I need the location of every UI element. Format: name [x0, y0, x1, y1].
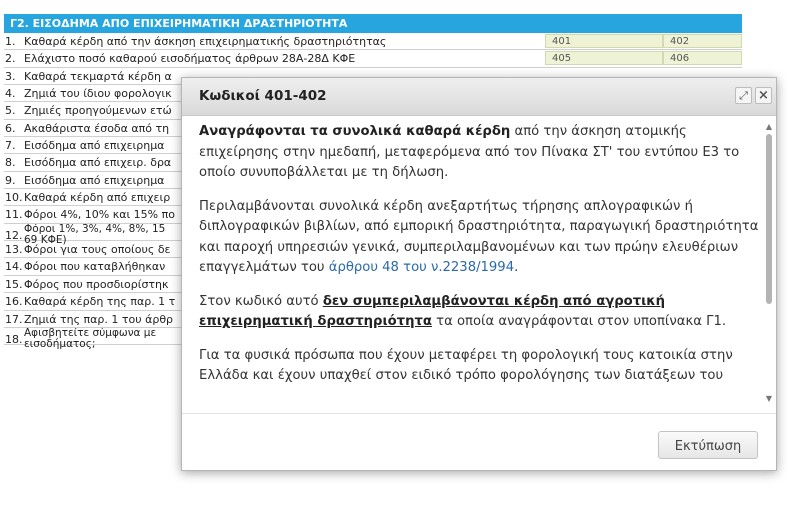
p1-text: από την άσκηση ατομικής επιχείρησης στην ημεδαπή, μεταφερόμενα από τον Πίνακα ΣΤ' του εντύπου Ε3 το οποίο συνυποβάλλεται με τη δήλωση.	[199, 124, 740, 180]
form-section-title: Γ2. ΕΙΣΟΔΗΜΑ ΑΠΟ ΕΠΙΧΕΙΡΗΜΑΤΙΚΗ ΔΡΑΣΤΗΡΙΟΤΗΤΑ	[4, 14, 742, 33]
row-number: 7.	[5, 139, 16, 153]
row-label: Φόροι για τους οποίους δε	[24, 243, 171, 257]
row-label: Καθαρά κέρδη της παρ. 1 τ	[24, 295, 176, 309]
code-field[interactable]: 401	[545, 34, 663, 48]
dialog-header	[182, 78, 776, 116]
law-article-link[interactable]: άρθρου 48 του ν.2238/1994	[328, 260, 515, 275]
row-label-line-2: 69 ΚΦΕ)	[24, 233, 67, 246]
row-number: 15.	[5, 277, 23, 291]
row-label: Ακαθάριστα έσοδα από τη	[24, 121, 170, 135]
row-label: Φόροι που καταβλήθηκαν	[24, 260, 166, 274]
code-field[interactable]: 402	[663, 34, 742, 48]
paragraph-2	[199, 197, 759, 279]
p2-text: Περιλαμβάνονται συνολικά κέρδη ανεξαρτήτως τήρησης απλογραφικών ή διπλογραφικών βιβλίων, από εμπορική δραστηριότητα, παραγωγική δραστηριότητα και παροχή υπηρεσιών γενικά, συμπεριλαμβανομένων και των πρώην ελευθέριων επαγγελμάτων του	[199, 198, 759, 275]
row-number: 1.	[5, 35, 16, 48]
paragraph-1	[199, 122, 759, 184]
p3-underlined-text: δεν συμπεριλαμβάνονται κέρδη από αγροτική επιχειρηματική δραστηριότητα	[199, 293, 666, 329]
close-icon[interactable]: ×	[755, 87, 772, 104]
row-label-line-2: εισοδήματος;	[24, 337, 96, 350]
row-number: 2.	[5, 52, 16, 66]
p3-end: τα οποία αναγράφονται στον υποπίνακα Γ1.	[431, 314, 727, 329]
row-number: 13.	[5, 243, 23, 257]
row-number: 14.	[5, 260, 23, 274]
expand-icon[interactable]: ⤢	[735, 87, 752, 104]
row-number: 5.	[5, 104, 16, 118]
row-label: Καθαρά κέρδη από την άσκηση επιχειρηματικής δραστηριότητας	[24, 35, 387, 48]
dialog-footer	[182, 413, 776, 470]
row-label: Εισόδημα από επιχειρ. δρα	[24, 156, 172, 170]
row-label: Εισόδημα από επιχειρημα	[24, 139, 165, 153]
dialog-scrollbar[interactable]	[764, 122, 774, 404]
row-label: Ζημιά της παρ. 1 του άρθρ	[24, 312, 174, 326]
row-label-line-1: Αφισβητείτε σύμφωνα με	[24, 327, 157, 339]
print-button[interactable]: Εκτύπωση	[658, 431, 758, 459]
row-label: Φόρος που προσδιορίστηκ	[24, 277, 169, 291]
row-label: Καθαρά κέρδη από επιχειρ	[24, 191, 171, 205]
row-label: Ζημιά του ίδιου φορολογικ	[24, 87, 172, 101]
row-label: Ελάχιστο ποσό καθαρού εισοδήματος άρθρων 28Α-28Δ ΚΦΕ	[24, 52, 356, 66]
dialog-content	[199, 122, 759, 400]
row-label: Ζημιές προηγούμενων ετώ	[24, 104, 172, 118]
row-number: 12.	[5, 228, 23, 242]
dialog-title: Κωδικοί 401-402	[199, 88, 327, 104]
row-number: 10.	[5, 191, 23, 205]
row-number: 11.	[5, 208, 23, 222]
row-label: Εισόδημα από επιχειρημα	[24, 173, 165, 187]
codes-help-dialog	[181, 77, 777, 471]
row-number: 17.	[5, 312, 23, 326]
p2-end: .	[514, 260, 519, 275]
scroll-down-icon[interactable]: ▼	[765, 394, 773, 403]
p4-text: Για τα φυσικά πρόσωπα που έχουν μεταφέρει τη φορολογική τους κατοικία στην Ελλάδα και έχουν υπαχθεί στον ειδικό τρόπο φορολόγησης των διατάξεων του	[199, 347, 733, 383]
dialog-body	[182, 116, 776, 408]
scroll-up-icon[interactable]: ▲	[765, 122, 773, 131]
paragraph-3	[199, 292, 759, 333]
code-field[interactable]: 405	[545, 51, 663, 65]
row-number: 4.	[5, 87, 16, 101]
scrollbar-thumb[interactable]	[766, 134, 772, 304]
code-field[interactable]: 406	[663, 51, 742, 65]
row-number: 16.	[5, 295, 23, 309]
row-label-line-1: Φόροι 1%, 3%, 4%, 8%, 15	[24, 223, 166, 235]
row-number: 8.	[5, 156, 16, 170]
row-label: Καθαρά τεκμαρτά κέρδη α	[24, 69, 172, 83]
row-label: Φόροι 4%, 10% και 15% πο	[24, 208, 175, 222]
paragraph-4	[199, 346, 759, 387]
row-number: 18.	[5, 332, 23, 346]
row-number: 9.	[5, 173, 16, 187]
row-number: 3.	[5, 69, 16, 83]
row-number: 6.	[5, 121, 16, 135]
p3-start: Στον κωδικό αυτό	[199, 293, 323, 309]
p1-bold-text: Αναγράφονται τα συνολικά καθαρά κέρδη	[199, 124, 511, 139]
